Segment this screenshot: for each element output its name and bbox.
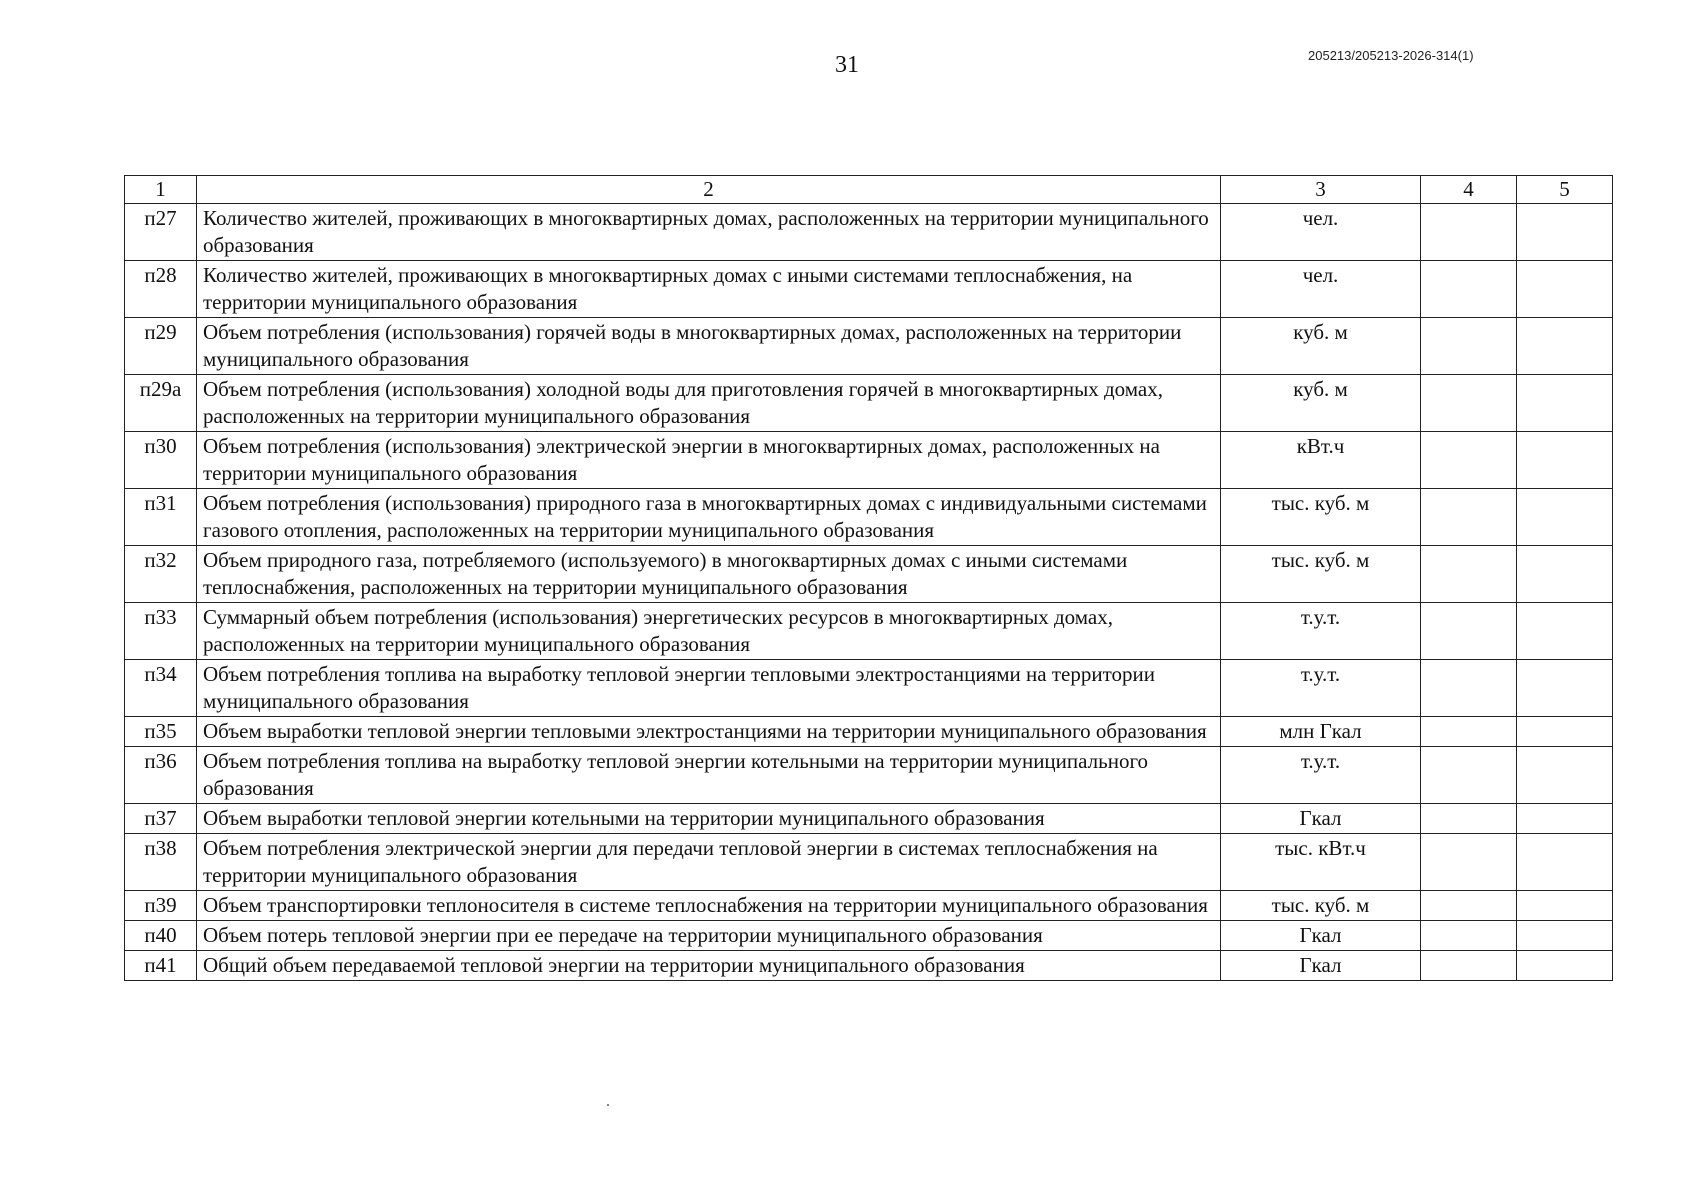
row-description: Объем потребления (использования) электрической энергии в многоквартирных домах, расположенных на территории муниципального образования — [197, 432, 1221, 489]
page-number: 31 — [835, 52, 859, 78]
row-value-col-5 — [1517, 804, 1613, 834]
row-value-col-4 — [1421, 375, 1517, 432]
header-col-4: 4 — [1421, 176, 1517, 204]
document-code: 205213/205213-2026-314(1) — [1308, 48, 1474, 63]
row-code: п29 — [125, 318, 197, 375]
row-value-col-5 — [1517, 375, 1613, 432]
table-row — [125, 432, 1613, 489]
row-description: Объем выработки тепловой энергии котельными на территории муниципального образования — [197, 804, 1221, 834]
header-col-3: 3 — [1221, 176, 1421, 204]
row-value-col-5 — [1517, 546, 1613, 603]
row-code: п29а — [125, 375, 197, 432]
row-description: Объем потребления топлива на выработку тепловой энергии котельными на территории муниципального образования — [197, 747, 1221, 804]
row-unit: Гкал — [1221, 921, 1421, 951]
row-unit: т.у.т. — [1221, 660, 1421, 717]
row-value-col-5 — [1517, 204, 1613, 261]
row-description: Объем потребления (использования) горячей воды в многоквартирных домах, расположенных на территории муниципального образования — [197, 318, 1221, 375]
header-col-2: 2 — [197, 176, 1221, 204]
table-row — [125, 603, 1613, 660]
row-description: Суммарный объем потребления (использования) энергетических ресурсов в многоквартирных домах, расположенных на территории муниципального образования — [197, 603, 1221, 660]
row-description: Количество жителей, проживающих в многоквартирных домах, расположенных на территории муниципального образования — [197, 204, 1221, 261]
row-description: Объем потребления (использования) холодной воды для приготовления горячей в многоквартирных домах, расположенных на территории муниципального образования — [197, 375, 1221, 432]
row-value-col-4 — [1421, 804, 1517, 834]
row-code: п39 — [125, 891, 197, 921]
row-unit: тыс. куб. м — [1221, 546, 1421, 603]
row-value-col-5 — [1517, 432, 1613, 489]
row-value-col-5 — [1517, 834, 1613, 891]
row-code: п32 — [125, 546, 197, 603]
row-value-col-4 — [1421, 432, 1517, 489]
table-row — [125, 951, 1613, 981]
row-description: Объем потребления электрической энергии для передачи тепловой энергии в системах теплоснабжения на территории муниципального образования — [197, 834, 1221, 891]
row-value-col-5 — [1517, 717, 1613, 747]
row-value-col-4 — [1421, 603, 1517, 660]
row-code: п35 — [125, 717, 197, 747]
row-code: п33 — [125, 603, 197, 660]
row-value-col-5 — [1517, 891, 1613, 921]
row-description: Объем потребления топлива на выработку тепловой энергии тепловыми электростанциями на территории муниципального образования — [197, 660, 1221, 717]
row-unit: куб. м — [1221, 318, 1421, 375]
table-row — [125, 261, 1613, 318]
row-value-col-5 — [1517, 261, 1613, 318]
row-value-col-5 — [1517, 951, 1613, 981]
row-unit: тыс. куб. м — [1221, 489, 1421, 546]
row-value-col-4 — [1421, 660, 1517, 717]
row-value-col-4 — [1421, 891, 1517, 921]
row-value-col-5 — [1517, 660, 1613, 717]
row-unit: кВт.ч — [1221, 432, 1421, 489]
row-value-col-5 — [1517, 921, 1613, 951]
row-value-col-4 — [1421, 834, 1517, 891]
table-row — [125, 318, 1613, 375]
row-value-col-4 — [1421, 747, 1517, 804]
row-value-col-4 — [1421, 204, 1517, 261]
row-value-col-4 — [1421, 921, 1517, 951]
scan-speck — [607, 1104, 609, 1106]
row-code: п30 — [125, 432, 197, 489]
row-code: п37 — [125, 804, 197, 834]
header-row — [125, 176, 1613, 204]
row-unit: куб. м — [1221, 375, 1421, 432]
indicators-table — [124, 175, 1613, 981]
row-value-col-4 — [1421, 717, 1517, 747]
table-row — [125, 804, 1613, 834]
row-code: п34 — [125, 660, 197, 717]
row-description: Общий объем передаваемой тепловой энергии на территории муниципального образования — [197, 951, 1221, 981]
row-code: п38 — [125, 834, 197, 891]
row-unit: тыс. куб. м — [1221, 891, 1421, 921]
row-value-col-5 — [1517, 603, 1613, 660]
row-value-col-5 — [1517, 747, 1613, 804]
row-code: п31 — [125, 489, 197, 546]
row-unit: Гкал — [1221, 804, 1421, 834]
row-unit: чел. — [1221, 204, 1421, 261]
row-unit: тыс. кВт.ч — [1221, 834, 1421, 891]
row-value-col-4 — [1421, 489, 1517, 546]
row-description: Объем потерь тепловой энергии при ее передаче на территории муниципального образования — [197, 921, 1221, 951]
row-value-col-4 — [1421, 261, 1517, 318]
table-row — [125, 546, 1613, 603]
table-row — [125, 921, 1613, 951]
table-row — [125, 717, 1613, 747]
table-row — [125, 891, 1613, 921]
table-row — [125, 747, 1613, 804]
header-col-1: 1 — [125, 176, 197, 204]
row-code: п40 — [125, 921, 197, 951]
table-row — [125, 660, 1613, 717]
row-code: п41 — [125, 951, 197, 981]
row-unit: т.у.т. — [1221, 603, 1421, 660]
row-description: Объем транспортировки теплоносителя в системе теплоснабжения на территории муниципального образования — [197, 891, 1221, 921]
table-row — [125, 204, 1613, 261]
row-value-col-5 — [1517, 318, 1613, 375]
row-unit: т.у.т. — [1221, 747, 1421, 804]
row-description: Объем выработки тепловой энергии тепловыми электростанциями на территории муниципального образования — [197, 717, 1221, 747]
row-code: п27 — [125, 204, 197, 261]
table-row — [125, 834, 1613, 891]
row-description: Количество жителей, проживающих в многоквартирных домах с иными системами теплоснабжения, на территории муниципального образования — [197, 261, 1221, 318]
row-value-col-4 — [1421, 951, 1517, 981]
row-unit: Гкал — [1221, 951, 1421, 981]
header-col-5: 5 — [1517, 176, 1613, 204]
table-row — [125, 375, 1613, 432]
row-value-col-4 — [1421, 318, 1517, 375]
row-code: п36 — [125, 747, 197, 804]
row-value-col-5 — [1517, 489, 1613, 546]
row-description: Объем потребления (использования) природного газа в многоквартирных домах с индивидуальными системами газового отопления, расположенных на территории муниципального образования — [197, 489, 1221, 546]
row-value-col-4 — [1421, 546, 1517, 603]
row-code: п28 — [125, 261, 197, 318]
row-unit: чел. — [1221, 261, 1421, 318]
row-unit: млн Гкал — [1221, 717, 1421, 747]
row-description: Объем природного газа, потребляемого (используемого) в многоквартирных домах с иными системами теплоснабжения, расположенных на территории муниципального образования — [197, 546, 1221, 603]
table-row — [125, 489, 1613, 546]
